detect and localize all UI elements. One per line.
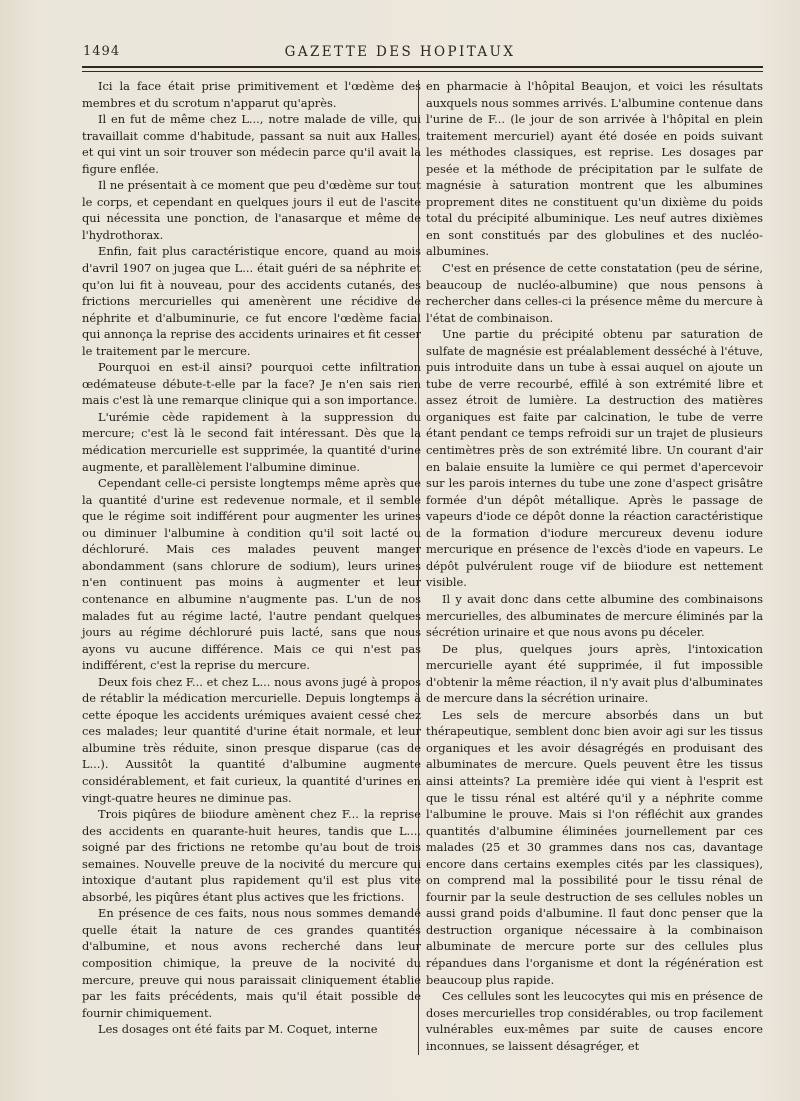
paragraph: Pourquoi en est-il ainsi? pourquoi cette infiltration œdémateuse débute-t-elle par la face? Je n'en sais rien mais c'est là une remarque clinique qui a son importance. (82, 360, 421, 408)
journal-title: GAZETTE DES HOPITAUX (284, 44, 516, 60)
paragraph: Enfin, fait plus caractéristique encore, quand au mois d'avril 1907 on jugea que L... était guéri de sa néphrite et qu'on lui fit à nouveau, pour des accidents cutanés, des frictions mercurielles qui amenèrent une récidive de néphrite et d'albuminurie, ce fut encore l'œdème facial qui annonça la reprise des accidents urinaires et fit cesser le traitement par le mercure. (82, 244, 421, 358)
header-rule-thin (82, 71, 763, 72)
paragraph: Deux fois chez F... et chez L... nous avons jugé à propos de rétablir la médication mercurielle. Depuis longtemps à cette époque les accidents urémiques avaient cessé chez ces malades; leur quantité d'urine était normale, et leur albumine très réduite, sinon presque disparue (cas de L...). Aussitôt la quantité d'albumine augmente considérablement, et fait curieux, la quantité d'urines en vingt-quatre heures ne diminue pas. (82, 674, 421, 805)
paragraph: De plus, quelques jours après, l'intoxication mercurielle ayant été supprimée, il fut impossible d'obtenir la même réaction, il n'y avait plus d'albuminates de mercure dans la sécrétion urinaire. (426, 641, 763, 706)
paragraph: C'est en présence de cette constatation (peu de sérine, beaucoup de nucléo-albumine) que nous pensons à rechercher dans celles-ci la présence même du mercure à l'état de combinaison. (426, 261, 763, 325)
header-rule-thick (82, 66, 763, 68)
paragraph: Cependant celle-ci persiste longtemps même après que la quantité d'urine est redevenue normale, et il semble que le régime soit indifférent pour augmenter les urines ou diminuer l'albumine à condition qu'il soit lacté ou déchloruré. Mais ces malades peuvent manger abondamment (sans chlorure de sodium), leurs urines n'en continuent pas moins à augmenter et leur contenance en albumine n'augmente pas. L'un de nos malades fut au régime lacté, l'autre pendant quelques jours au régime déchloruré puis lacté, sans que nous ayons vu aucune différence. Mais ce qui n'est pas indifférent, c'est la reprise du mercure. (82, 476, 421, 673)
paragraph: en pharmacie à l'hôpital Beaujon, et voici les résultats auxquels nous sommes arrivés. L'albumine contenue dans l'urine de F... (le jour de son arrivée à l'hôpital en plein traitement mercuriel) ayant été dosée en poids suivant les méthodes classiques, est reprise. Les dosages par pesée et la méthode de précipitation par le sulfate de magnésie à saturation montrent que les albumines proprement dites ne constituent qu'un dixième du poids total du précipité albuminique. Les neuf autres dixièmes en sont constitués par des globulines et des nucléo-albumines. (426, 79, 763, 259)
paragraph: Il en fut de même chez L..., notre malade de ville, qui travaillait comme d'habitude, passant sa nuit aux Halles, et qui vint un soir trouver son médecin parce qu'il avait la figure enflée. (82, 112, 421, 176)
right-column (426, 78, 763, 1054)
paragraph: Les dosages ont été faits par M. Coquet, interne (98, 1022, 378, 1037)
paragraph: Les sels de mercure absorbés dans un but thérapeutique, semblent donc bien avoir agi sur les tissus organiques et les avoir désagrégés en produisant des albuminates de mercure. Quels peuvent être les tissus ainsi atteints? La première idée qui vient à l'esprit est que le tissu rénal est altéré qu'il y a néphrite comme l'albumine le prouve. Mais si l'on réfléchit aux grandes quantités d'albumine éliminées journellement par ces malades (25 et 30 grammes dans nos cas, davantage encore dans certains exemples cités par les classiques), on comprend mal la possibilité pour le tissu rénal de fournir par la seule destruction de ses cellules nobles un aussi grand poids d'albumine. Il faut donc penser que la destruction organique nécessaire à la combinaison albuminate de mercure porte sur des cellules plus répandues dans l'organisme et dont la régénération est beaucoup plus rapide. (426, 707, 763, 987)
paragraph: Ces cellules sont les leucocytes qui mis en présence de doses mercurielles trop considérables, ou trop facilement vulnérables eux-mêmes par suite de causes encore inconnues, se laissent désagréger, et (426, 989, 763, 1053)
paragraph: Une partie du précipité obtenu par saturation de sulfate de magnésie est préalablement desséché à l'étuve, puis introduite dans un tube à essai auquel on ajoute un tube de verre recourbé, effilé à son extrémité libre et assez étroit de lumière. La destruction des matières organiques est faite par calcination, le tube de verre étant pendant ce temps refroidi sur un trajet de plusieurs centimètres près de son extrémité libre. Un courant d'air en balaie ensuite la lumière ce qui permet d'apercevoir sur les parois internes du tube une zone d'aspect grisâtre formée d'un dépôt métallique. Après le passage de vapeurs d'iode ce dépôt donne la réaction caractéristique de la formation d'iodure mercureux devenu iodure mercurique en présence de l'excès d'iode en vapeurs. Le dépôt pulvérulent rouge vif de biiodure est nettement visible. (426, 327, 763, 590)
column-divider (418, 80, 419, 1055)
paragraph: L'urémie cède rapidement à la suppression du mercure; c'est là le second fait intéressant. Dès que la médication mercurielle est supprimée, la quantité d'urine augmente, et parallèlement l'albumine diminue. (82, 409, 421, 474)
left-column (82, 78, 421, 1038)
paragraph: Il y avait donc dans cette albumine des combinaisons mercurielles, des albuminates de mercure éliminés par la sécrétion urinaire et que nous avons pu déceler. (426, 591, 763, 640)
page-header (80, 44, 720, 68)
paragraph: Trois piqûres de biiodure amènent chez F... la reprise des accidents en quarante-huit heures, tandis que L..., soigné par des frictions ne retombe qu'au bout de trois semaines. Nouvelle preuve de la nocivité du mercure qui intoxique d'autant plus rapidement qu'il est plus vite absorbé, les piqûres étant plus actives que les frictions. (82, 807, 421, 904)
paragraph: Ici la face était prise primitivement et l'œdème des membres et du scrotum n'apparut qu'après. (82, 79, 421, 110)
paragraph: En présence de ces faits, nous nous sommes demandé quelle était la nature de ces grandes quantités d'albumine, et nous avons recherché dans leur composition chimique, la preuve de la nocivité du mercure, preuve qui nous paraissait cliniquement établie par les faits précédents, mais qu'il était possible de fournir chimiquement. (82, 906, 421, 1020)
page-number: 1494 (83, 44, 121, 59)
paragraph: Il ne présentait à ce moment que peu d'œdème sur tout le corps, et cependant en quelques jours il eut de l'ascite qui nécessita une ponction, de l'anasarque et même de l'hydrothorax. (82, 178, 421, 242)
